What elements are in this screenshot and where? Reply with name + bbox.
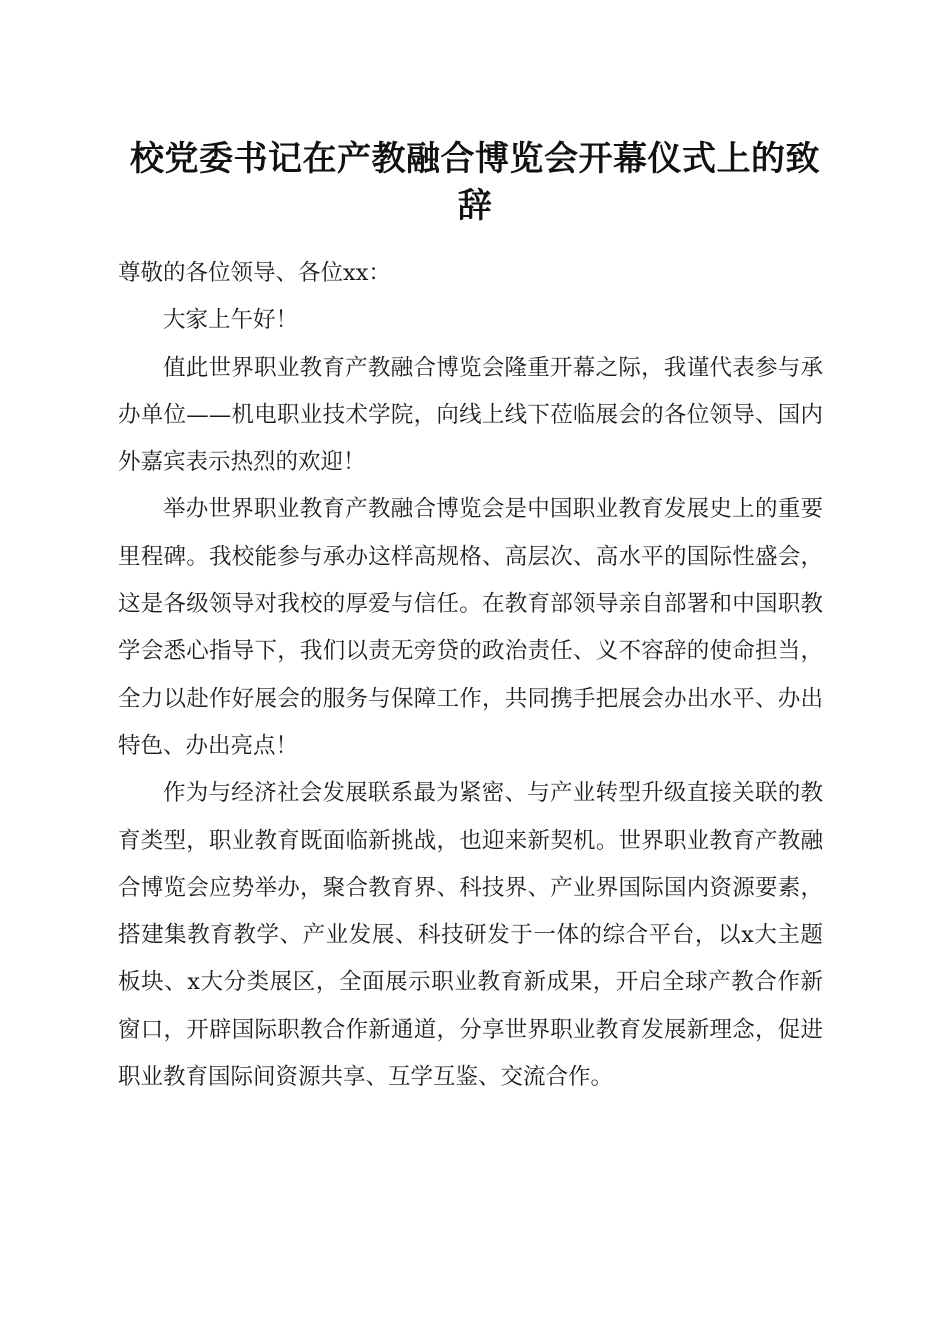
paragraph-greeting: 大家上午好！ [163,307,299,334]
paragraph-welcome: 值此世界职业教育产教融合博览会隆重开幕之际，我谨代表参与承办单位——机电职业技术学院，向线上线下莅临展会的各位领导、国内外嘉宾表示热烈的欢迎！ [118,354,823,476]
document-title: 校党委书记在产教融合博览会开幕仪式上的致辞 [130,139,820,226]
paragraph-vocational-education: 作为与经济社会发展联系最为紧密、与产业转型升级直接关联的教育类型，职业教育既面临新挑战，也迎来新契机。世界职业教育产教融合博览会应势举办，聚合教育界、科技界、产业界国际国内资源要素，搭建集教育教学、产业发展、科技研发于一体的综合平台，以x大主题板块、x大分类展区，全面展示职业教育新成果，开启全球产教合作新窗口，开辟国际职教合作新通道，分享世界职业教育发展新理念，促进职业教育国际间资源共享、互学互鉴、交流合作。 [118,780,823,1091]
document-body [118,250,823,1101]
salutation: 尊敬的各位领导、各位xx： [118,260,391,286]
paragraph-significance: 举办世界职业教育产教融合博览会是中国职业教育发展史上的重要里程碑。我校能参与承办这样高规格、高层次、高水平的国际性盛会，这是各级领导对我校的厚爱与信任。在教育部领导亲自部署和中国职教学会悉心指导下，我们以责无旁贷的政治责任、义不容辞的使命担当，全力以赴作好展会的服务与保障工作，共同携手把展会办出水平、办出特色、办出亮点！ [118,496,823,759]
